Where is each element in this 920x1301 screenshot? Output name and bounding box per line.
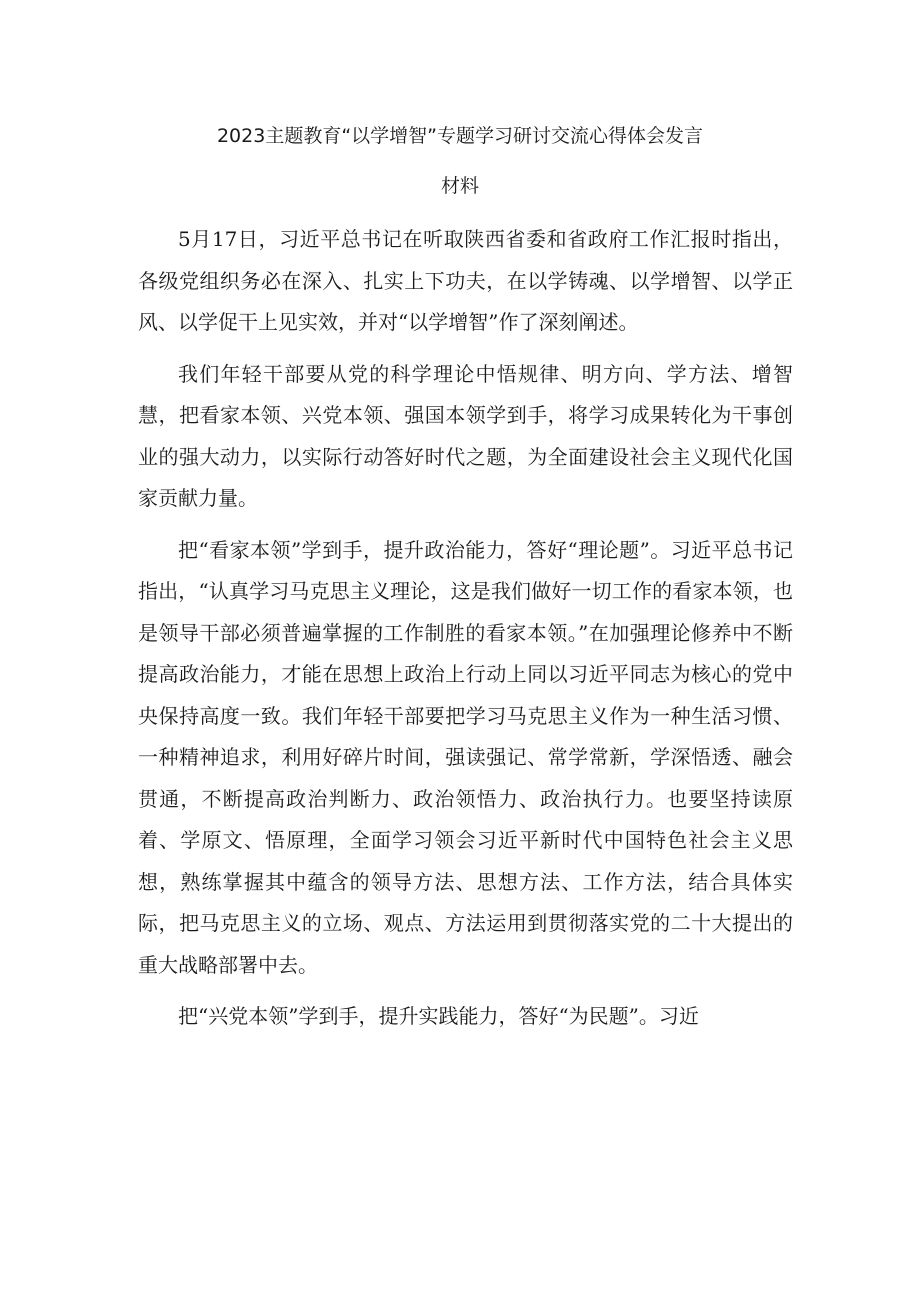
paragraph-2: 我们年轻干部要从党的科学理论中悟规律、明方向、学方法、增智慧，把看家本领、兴党本领、强国本领学到手，将学习成果转化为干事创业的强大动力，以实际行动答好时代之题，为全面建设社会主义现代化国家贡献力量。 — [138, 361, 793, 510]
document-title-line-2: 材料 — [440, 175, 479, 197]
paragraph-4: 把“兴党本领”学到手，提升实践能力，答好“为民题”。习近 — [178, 1004, 699, 1028]
document-body — [138, 219, 793, 1038]
paragraph-3: 把“看家本领”学到手，提升政治能力，答好“理论题”。习近平总书记指出，“认真学习马克思主义理论，这是我们做好一切工作的看家本领，也是领导干部必须普遍掌握的工作制胜的看家本领。”在加强理论修养中不断提高政治能力，才能在思想上政治上行动上同以习近平同志为核心的党中央保持高度一致。我们年轻干部要把学习马克思主义作为一种生活习惯、一种精神追求，利用好碎片时间，强读强记、常学常新，学深悟透、融会贯通，不断提高政治判断力、政治领悟力、政治执行力。也要坚持读原着、学原文、悟原理，全面学习领会习近平新时代中国特色社会主义思想，熟练掌握其中蕴含的领导方法、思想方法、工作方法，结合具体实际，把马克思主义的立场、观点、方法运用到贯彻落实党的二十大提出的重大战略部署中去。 — [138, 537, 793, 977]
document-title-line-1: 2023主题教育“以学增智”专题学习研讨交流心得体会发言 — [216, 125, 704, 147]
paragraph-1: 5月17日，习近平总书记在听取陕西省委和省政府工作汇报时指出，各级党组织务必在深入、扎实上下功夫，在以学铸魂、以学增智、以学正风、以学促干上见实效，并对“以学增智”作了深刻阐述。 — [138, 227, 793, 334]
